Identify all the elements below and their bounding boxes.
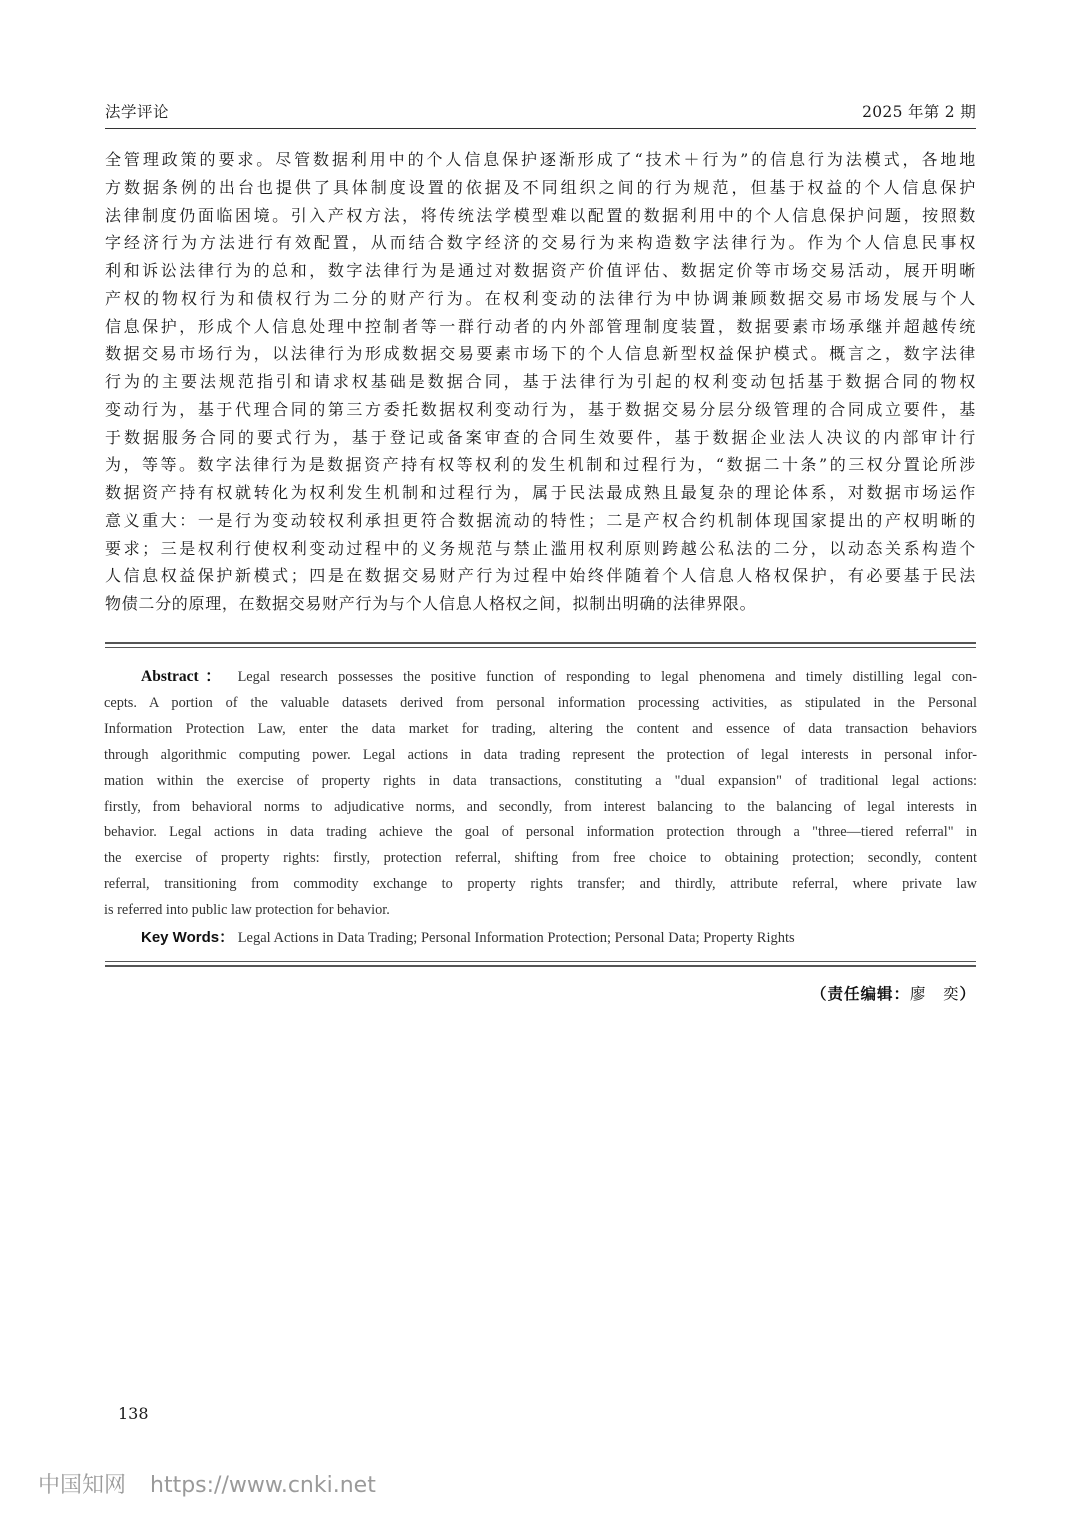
keywords-line <box>141 926 795 947</box>
editor-label: （责任编辑： <box>810 985 910 1003</box>
abstract-label: Abstract： <box>141 668 228 685</box>
running-header <box>105 100 976 124</box>
body-line: 人信息权益保护新模式；四是在数据交易财产行为过程中始终伴随着个人信息人格权保护，有必要基于民法 <box>105 566 976 586</box>
abstract-line-text: Legal research possesses the positive function of responding to legal phenomena and timely distilling legal con- <box>237 669 978 685</box>
editor-name: 廖 奕 <box>909 985 960 1003</box>
abstract-line: Information Protection Law, enter the data market for trading, altering the content and essence of data transaction behaviors <box>104 720 977 737</box>
editor-close: ） <box>959 985 976 1003</box>
abstract-top-rule-thin <box>105 647 976 648</box>
responsible-editor <box>811 982 976 1004</box>
abstract-bottom-rule <box>105 965 976 967</box>
watermark-url: https://www.cnki.net <box>150 1473 376 1498</box>
abstract-line: mation within the exercise of property rights in data transactions, constituting a "dual expansion" of traditional legal actions: <box>104 772 977 789</box>
body-line: 数据交易市场行为，以法律行为形成数据交易要素市场下的个人信息新型权益保护模式。概言之，数字法律 <box>105 344 976 364</box>
page-number: 138 <box>118 1404 149 1423</box>
abstract-top-rule <box>105 642 976 644</box>
body-line: 数据资产持有权就转化为权利发生机制和过程行为，属于民法最成熟且最复杂的理论体系，对数据市场运作 <box>105 483 976 502</box>
abstract-line: referral, transitioning from commodity exchange to property rights transfer; and thirdly, attribute referral, where private law <box>104 876 977 893</box>
abstract-line: firstly, from behavioral norms to adjudicative norms, and secondly, from interest balancing to the balancing of legal interests in <box>104 798 977 815</box>
body-line: 物债二分的原理，在数据交易财产行为与个人信息人格权之间，拟制出明确的法律界限。 <box>105 594 757 613</box>
issue-number: 2025 年第 2 期 <box>862 103 976 121</box>
cnki-watermark <box>38 1468 376 1499</box>
keywords-text: Legal Actions in Data Trading; Personal Information Protection; Personal Data; Property Rights <box>237 930 795 946</box>
body-line: 要求；三是权利行使权利变动过程中的义务规范与禁止滥用权利原则跨越公私法的二分，以动态关系构造个 <box>105 538 976 558</box>
abstract-line: behavior. Legal actions in data trading achieve the goal of personal information protection through a "three—tiered referral" in <box>104 824 977 841</box>
body-line: 行为的主要法规范指引和请求权基础是数据合同，基于法律行为引起的权利变动包括基于数据合同的物权 <box>105 372 976 391</box>
abstract-block <box>104 664 977 924</box>
abstract-line: the exercise of property rights: firstly, protection referral, shifting from free choice to obtaining protection; secondly, content <box>104 850 977 867</box>
body-line: 意义重大：一是行为变动较权利承担更符合数据流动的特性；二是产权合约机制体现国家提出的产权明晰的 <box>105 510 976 530</box>
abstract-bottom-rule-thin <box>105 961 976 962</box>
body-line: 为，等等。数字法律行为是数据资产持有权等权利的发生机制和过程行为，“数据二十条”的三权分置论所涉 <box>105 455 976 475</box>
body-line: 方数据条例的出台也提供了具体制度设置的依据及不同组织之间的行为规范，但基于权益的个人信息保护 <box>105 177 976 197</box>
watermark-site: 中国知网 <box>38 1473 127 1498</box>
body-line: 变动行为，基于代理合同的第三方委托数据权利变动行为，基于数据交易分层分级管理的合同成立要件，基 <box>105 399 976 419</box>
body-paragraph <box>105 146 976 618</box>
body-line: 全管理政策的要求。尽管数据利用中的个人信息保护逐渐形成了“技术＋行为”的信息行为法模式，各地地 <box>105 150 976 169</box>
header-rule <box>105 128 976 129</box>
body-line: 产权的物权行为和债权行为二分的财产行为。在权利变动的法律行为中协调兼顾数据交易市场发展与个人 <box>105 288 976 308</box>
body-line: 字经济行为方法进行有效配置，从而结合数字经济的交易行为来构造数字法律行为。作为个人信息民事权 <box>105 233 976 253</box>
body-line: 信息保护，形成个人信息处理中控制者等一群行动者的内外部管理制度装置，数据要素市场承继并超越传统 <box>105 316 976 336</box>
abstract-line: cepts. A portion of the valuable datasets derived from personal information processing activities, as stipulated in the Personal <box>104 694 977 711</box>
abstract-line <box>104 664 977 691</box>
journal-title: 法学评论 <box>105 103 170 121</box>
body-line: 利和诉讼法律行为的总和，数字法律行为是通过对数据资产价值评估、数据定价等市场交易活动，展开明晰 <box>105 261 976 280</box>
body-line: 法律制度仍面临困境。引入产权方法，将传统法学模型难以配置的数据利用中的个人信息保护问题，按照数 <box>105 205 976 225</box>
keywords-label: Key Words： <box>141 929 235 946</box>
abstract-line: is referred into public law protection for behavior. <box>104 902 390 919</box>
abstract-line: through algorithmic computing power. Legal actions in data trading represent the protection of legal interests in personal infor- <box>104 746 977 763</box>
body-line: 于数据服务合同的要式行为，基于登记或备案审查的合同生效要件，基于数据企业法人决议的内部审计行 <box>105 427 976 447</box>
